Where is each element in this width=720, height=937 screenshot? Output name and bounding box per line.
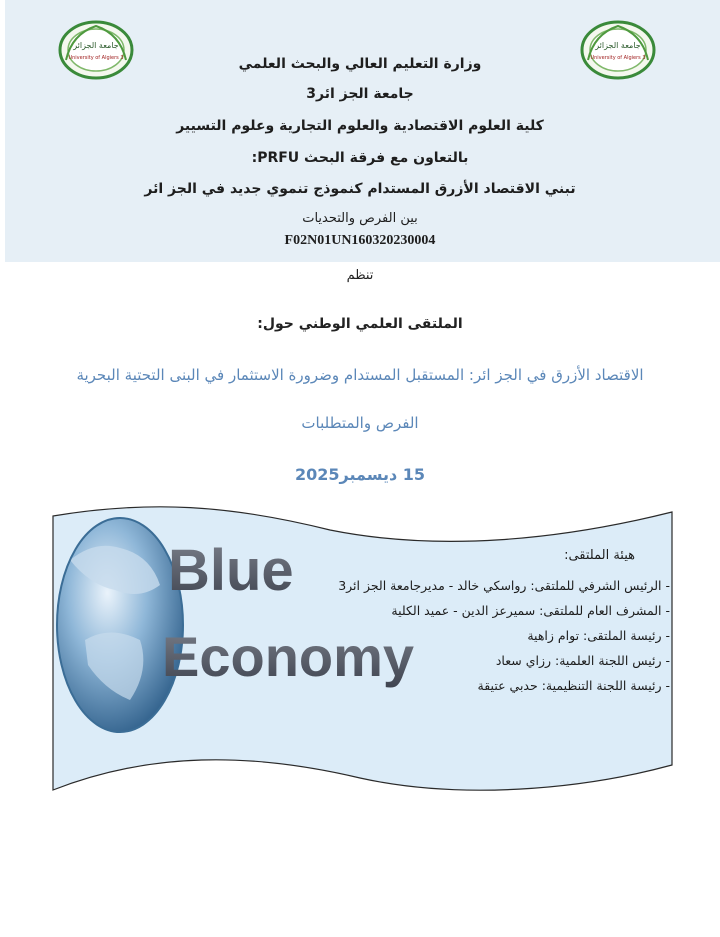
organizes-label: تنظم [346,268,374,283]
faculty-name: كلية العلوم الاقتصادية والعلوم التجارية وعلوم التسيير [176,118,544,134]
logo-word-economy: Economy [162,625,415,688]
university-name: جامعة الجز ائر3 [306,86,414,102]
logo-word-blue: Blue [168,538,294,603]
forum-label: الملتقى العلمي الوطني حول: [257,316,463,332]
logo-arabic-text: جامعة الجزائر [595,41,641,50]
committee-title: هيئة الملتقى: [564,548,635,563]
project-code: F02N01UN160320230004 [284,233,436,248]
forum-title-line2: الفرص والمتطلبات [301,414,419,432]
logo-arabic-text: جامعة الجزائر [73,41,119,50]
project-subtitle: بين الفرص والتحديات [302,211,418,226]
project-title: تبني الاقتصاد الأزرق المستدام كنموذج تنموي جديد في الجز ائر [144,181,576,197]
cooperation-line: بالتعاون مع فرقة البحث PRFU: [251,150,469,166]
committee-list [270,548,670,698]
logo-latin-text: University of Algiers 3 [68,55,124,61]
committee-member: - الرئيس الشرفي للملتقى: رواسكي خالد - مديرجامعة الجز ائر3 [338,578,670,593]
committee-member: - رئيسة الملتقى: توام زاهية [527,628,670,643]
logo-latin-text: University of Algiers 3 [590,55,646,61]
forum-title-line1: الاقتصاد الأزرق في الجز ائر: المستقبل المستدام وضرورة الاستثمار في البنى التحتية البحرية [76,366,644,384]
committee-member: - المشرف العام للملتقى: سميرعز الدين - عميد الكلية [391,603,670,618]
forum-date: 15 ديسمبر2025 [294,465,426,484]
committee-member: - رئيسة اللجنة التنظيمية: حدبي عتيقة [477,678,670,693]
committee-member: - رئيس اللجنة العلمية: رزاي سعاد [495,653,670,668]
ministry-name: وزارة التعليم العالي والبحث العلمي [238,56,482,72]
